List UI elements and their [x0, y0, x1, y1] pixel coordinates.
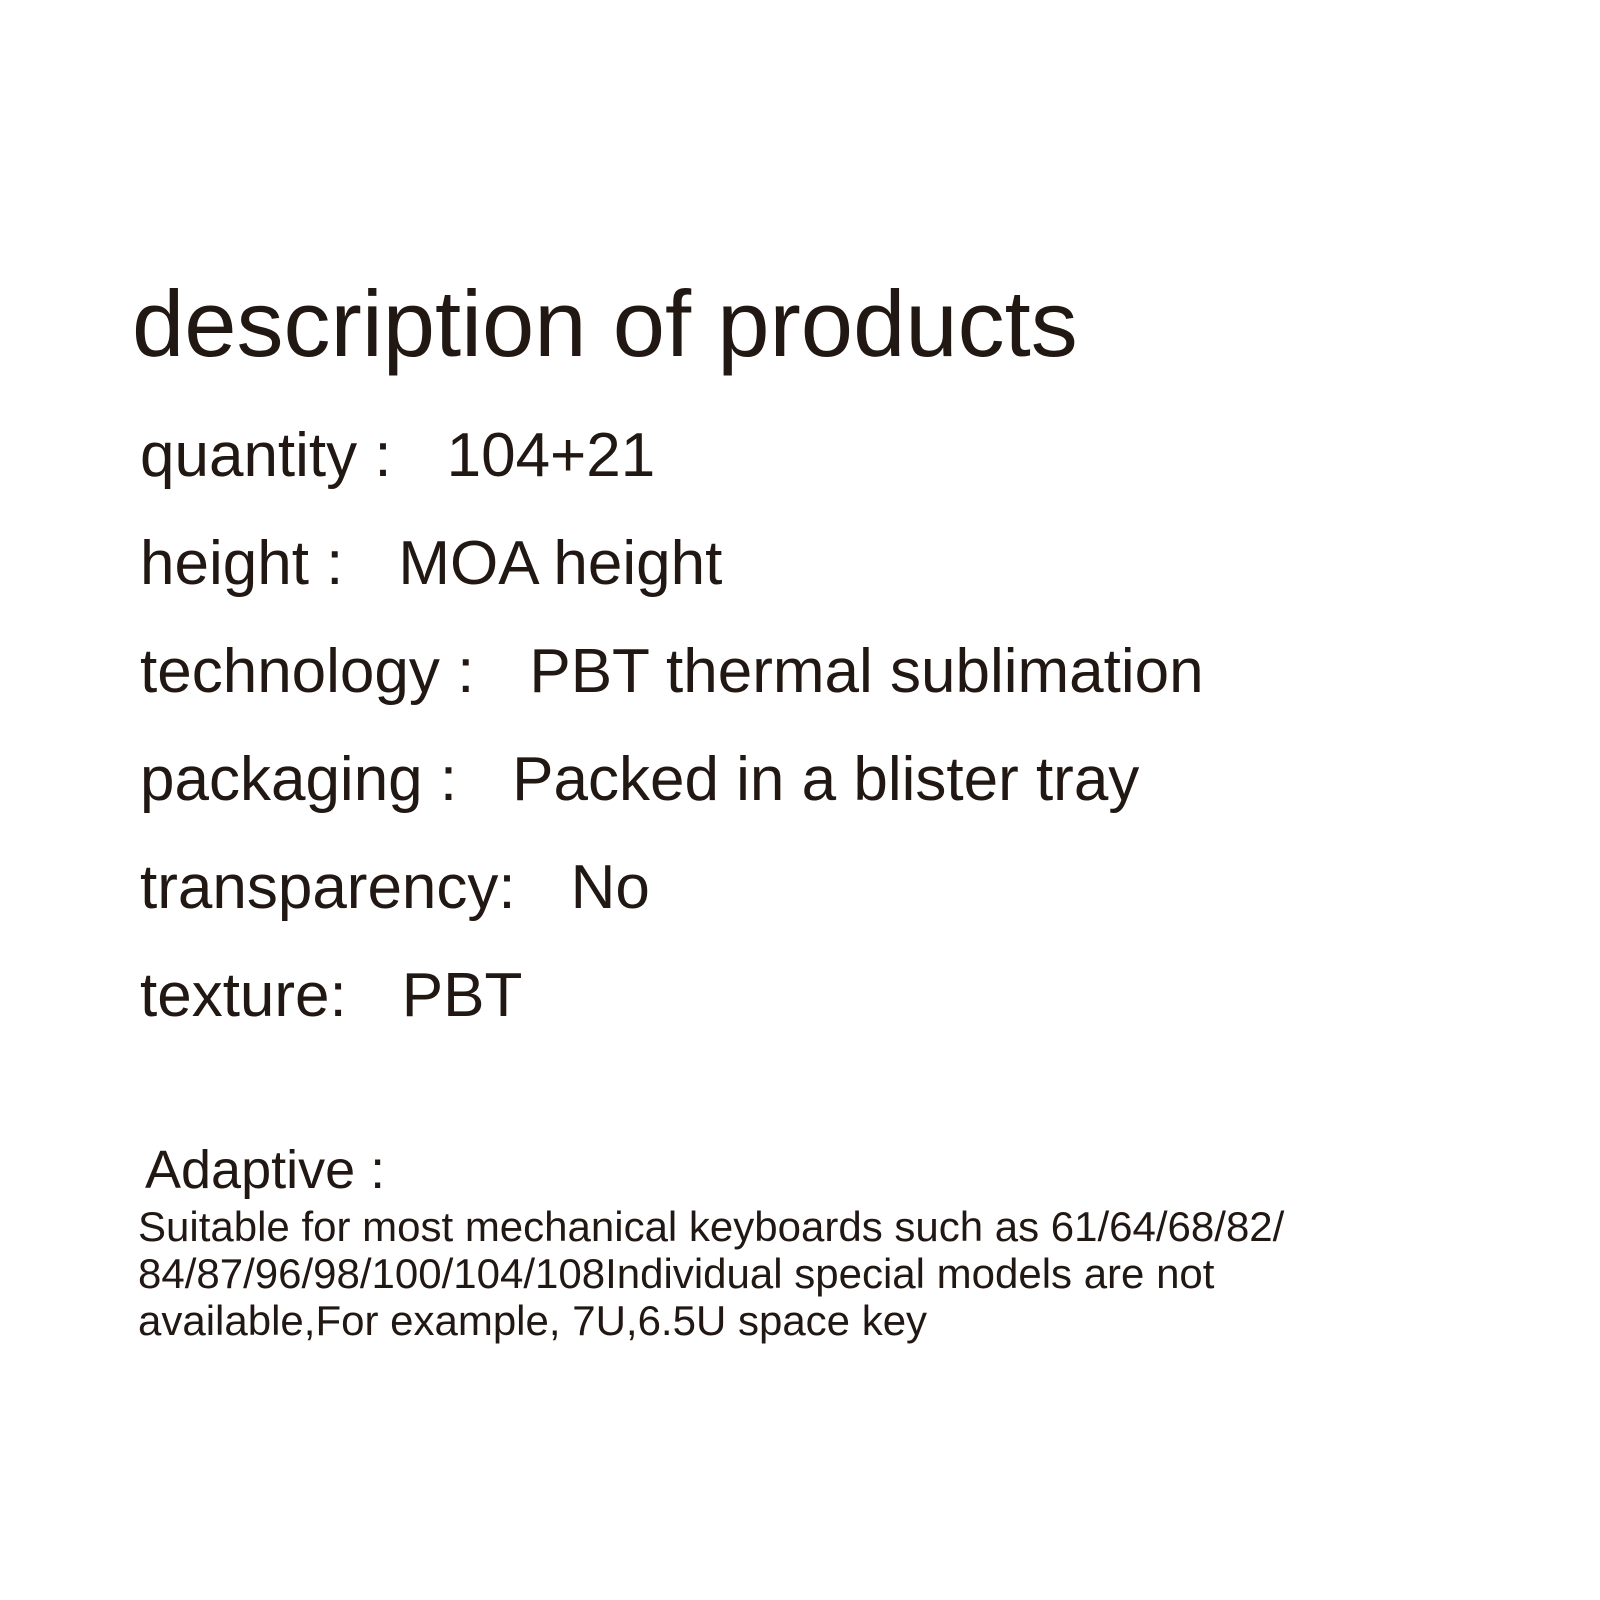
- spec-label: texture:: [140, 961, 347, 1030]
- spec-value: 104+21: [446, 421, 656, 490]
- adaptive-paragraph-line: 84/87/96/98/100/104/108Individual special models are not: [138, 1250, 1215, 1297]
- spec-value: No: [570, 853, 650, 922]
- spec-label: transparency:: [140, 853, 516, 922]
- adaptive-paragraph-line: Suitable for most mechanical keyboards such as 61/64/68/82/: [138, 1203, 1285, 1250]
- spec-value: PBT thermal sublimation: [529, 637, 1204, 706]
- adaptive-heading: Adaptive :: [145, 1140, 386, 1200]
- spec-row-quantity: [140, 421, 1204, 490]
- page-title: description of products: [132, 270, 1078, 376]
- adaptive-paragraph: [138, 1203, 1284, 1344]
- spec-row-texture: [140, 961, 1204, 1030]
- spec-label: packaging :: [140, 745, 458, 814]
- spec-label: technology :: [140, 637, 475, 706]
- spec-row-packaging: [140, 745, 1204, 814]
- adaptive-paragraph-line: available,For example, 7U,6.5U space key: [138, 1297, 928, 1344]
- spec-row-technology: [140, 637, 1204, 706]
- spec-value: MOA height: [398, 529, 723, 598]
- spec-row-height: [140, 529, 1204, 598]
- spec-label: height :: [140, 529, 344, 598]
- spec-label: quantity :: [140, 421, 392, 490]
- spec-value: Packed in a blister tray: [512, 745, 1140, 814]
- spec-list: [140, 421, 1204, 1073]
- spec-row-transparency: [140, 853, 1204, 922]
- spec-value: PBT: [401, 961, 523, 1030]
